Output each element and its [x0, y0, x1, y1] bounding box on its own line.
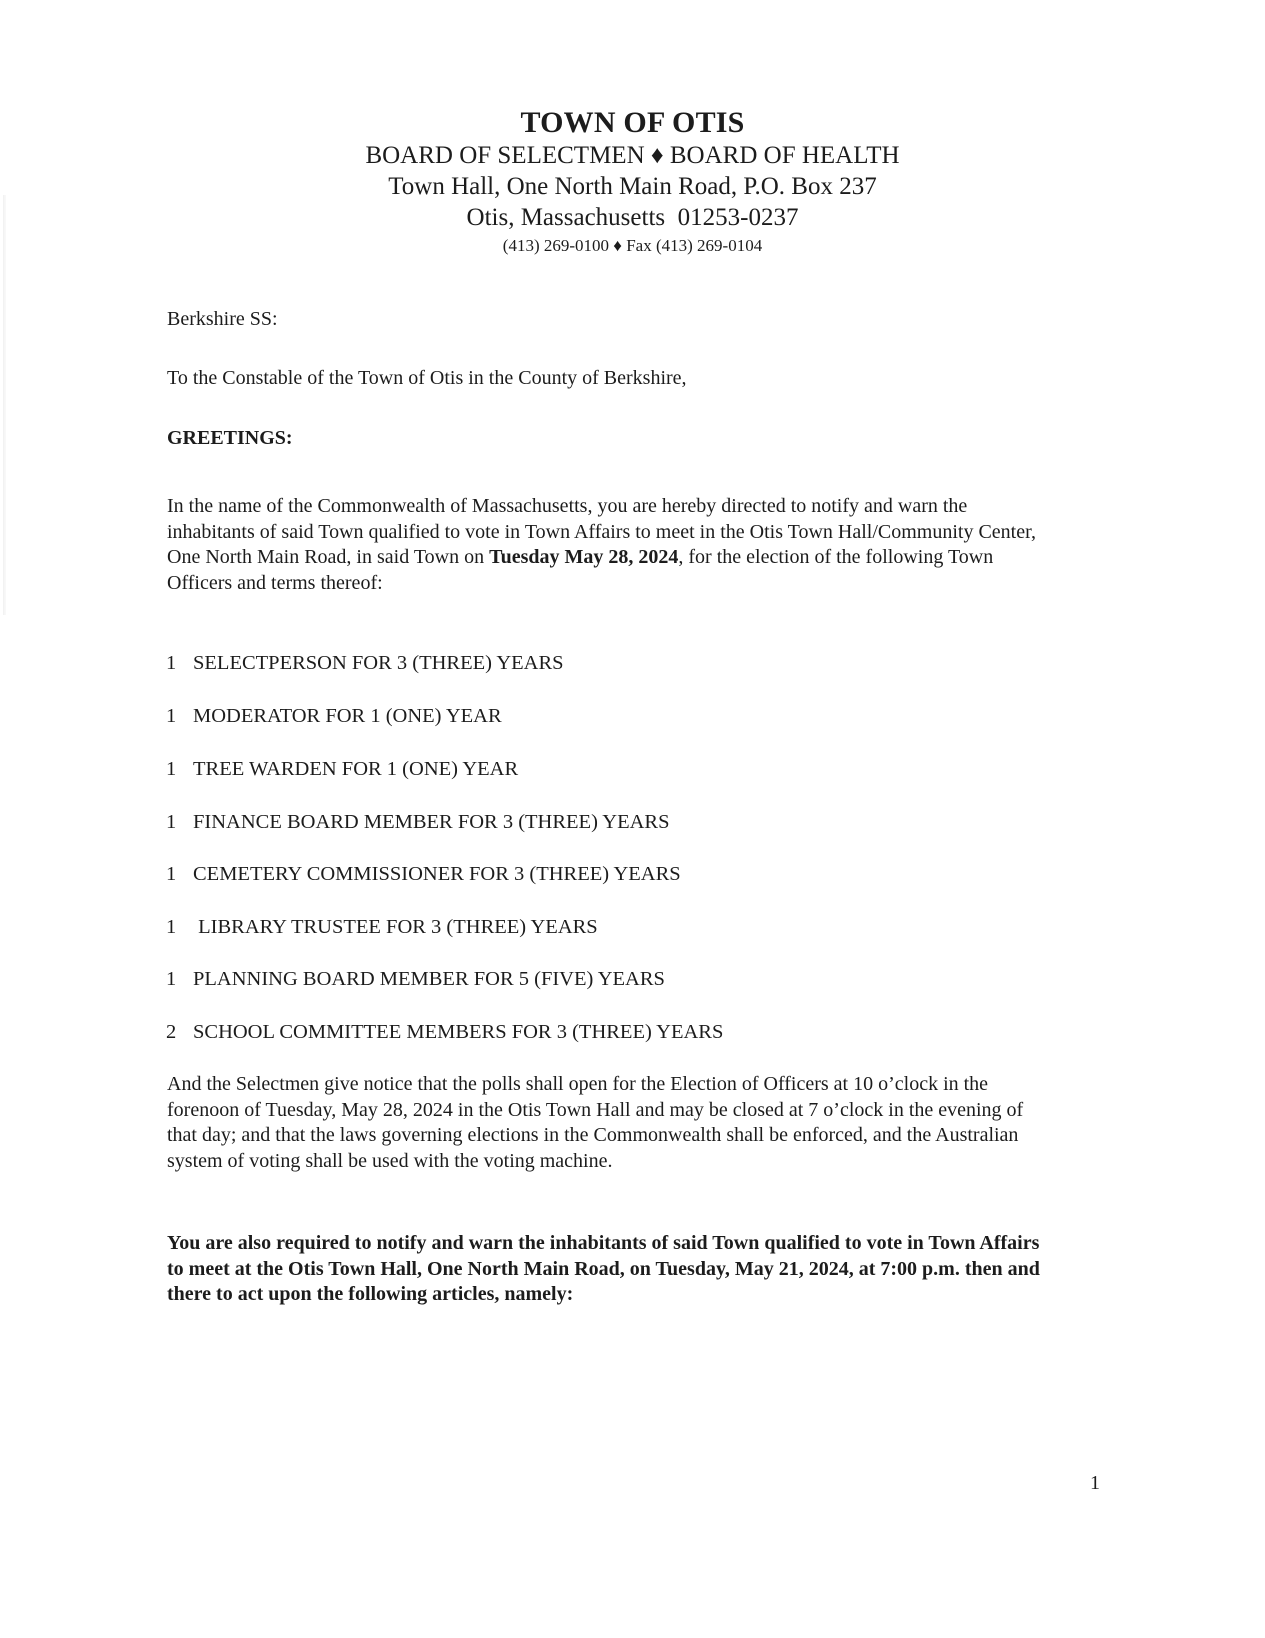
town-meeting-notice: You are also required to notify and warn the inhabitants of said Town qualified to vote in Town Affairs to meet at the Otis Town Hall, One North Main Road, on Tuesday, May 21, 2024, at 7:00 p.m. then and there to act upon the following articles, namely: [167, 1232, 1040, 1305]
address-line: Town Hall, One North Main Road, P.O. Box 237 [388, 173, 877, 200]
office-item: 1 CEMETERY COMMISSIONER FOR 3 (THREE) YEARS [166, 863, 681, 885]
office-item: 1 SELECTPERSON FOR 3 (THREE) YEARS [166, 652, 564, 674]
office-item: 1 TREE WARDEN FOR 1 (ONE) YEAR [166, 758, 519, 780]
letterhead [0, 106, 1265, 258]
greeting: GREETINGS: [167, 427, 293, 449]
polls-notice-paragraph: And the Selectmen give notice that the polls shall open for the Election of Officers at 10 o’clock in the forenoon of Tuesday, May 28, 2024 in the Otis Town Hall and may be closed at 7 o’clock in the evening of that day; and that the laws governing elections in the Commonwealth shall be enforced, and the Australian system of voting shall be used with the voting machine. [167, 1073, 1024, 1172]
office-item: 1 LIBRARY TRUSTEE FOR 3 (THREE) YEARS [166, 916, 598, 938]
town-title: TOWN OF OTIS [520, 106, 745, 139]
page-number: 1 [1090, 1472, 1100, 1494]
scan-edge-artifact [3, 195, 6, 615]
boards-line: BOARD OF SELECTMEN ♦ BOARD OF HEALTH [365, 142, 900, 169]
intro-text-after: , for the election of the following Town Officers and terms thereof: [167, 546, 994, 594]
office-item: 2 SCHOOL COMMITTEE MEMBERS FOR 3 (THREE) YEARS [166, 1021, 724, 1043]
intro-text-before: In the name of the Commonwealth of Massachusetts, you are hereby directed to notify and warn the inhabitants of said Town qualified to vote in Town Affairs to meet in the Otis Town Hall/Community Center, One North Main Road, in said Town on [167, 495, 1036, 568]
office-item: 1 MODERATOR FOR 1 (ONE) YEAR [166, 705, 502, 727]
county-line: Berkshire SS: [167, 308, 278, 330]
addressee-line: To the Constable of the Town of Otis in the County of Berkshire, [167, 367, 687, 389]
city-line: Otis, Massachusetts 01253-0237 [466, 204, 799, 231]
office-item: 1 FINANCE BOARD MEMBER FOR 3 (THREE) YEARS [166, 811, 670, 833]
phone-line: (413) 269-0100 ♦ Fax (413) 269-0104 [502, 236, 763, 255]
office-item: 1 PLANNING BOARD MEMBER FOR 5 (FIVE) YEARS [166, 968, 665, 990]
election-date: Tuesday May 28, 2024 [489, 546, 679, 568]
intro-paragraph [167, 494, 1052, 596]
